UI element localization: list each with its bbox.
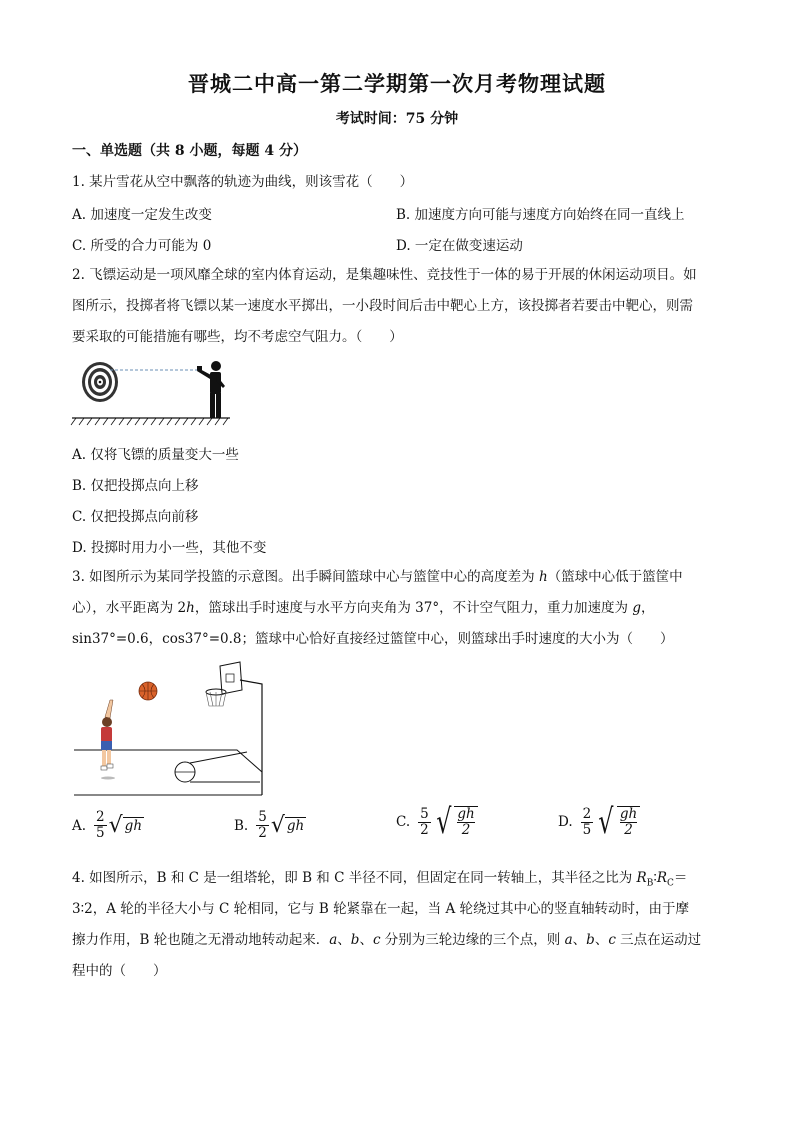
q2-stem-line1: 2. 飞镖运动是一项风靡全球的室内体育运动，是集趣味性、竞技性于一体的易于开展的休闲运动项目。如 (72, 267, 697, 283)
q3-option-c: C. $\frac{5}{2}$ √ gh 2 (396, 806, 478, 838)
q2-stem-line2: 图所示，投掷者将飞镖以某一速度水平掷出，一小段时间后击中靶心上方，该投掷者若要击中靶心，则需 (72, 298, 693, 314)
q1-option-c: C. 所受的合力可能为 0 (72, 238, 212, 254)
q1-option-d: D. 一定在做变速运动 (396, 238, 523, 254)
q3-option-a: A. $\frac{2}{5}$ √ gh (72, 809, 143, 841)
q2-option-b: B. 仅把投掷点向上移 (72, 478, 199, 494)
q3-stem-line3: sin37°=0.6，cos37°=0.8；篮球中心恰好直接经过篮筐中心，则篮球出手时速度的大小为（ ） (72, 631, 674, 647)
q4-stem-line2: 3∶2，A 轮的半径大小与 C 轮相同，它与 B 轮紧靠在一起，当 A 轮绕过其中心的竖直轴转动时，由于摩 (72, 901, 689, 917)
page-title: 晋城二中高一第二学期第一次月考物理试题 (188, 71, 606, 96)
q3-option-b: B. $\frac{5}{2}$ √ gh (234, 809, 305, 841)
q4-stem-line4: 程中的（ ） (72, 963, 167, 979)
q2-option-d: D. 投掷时用力小一些，其他不变 (72, 540, 267, 556)
ground-hatching (71, 418, 228, 425)
player-icon (101, 700, 115, 780)
basketball-shot-figure (72, 660, 272, 800)
q3-stem-line1: 3. 如图所示为某同学投篮的示意图。出手瞬间篮球中心与篮筐中心的高度差为 h（篮球中心低于篮筐中 (72, 569, 683, 585)
q2-stem-line3: 要采取的可能措施有哪些，均不考虑空气阻力。（ ） (72, 329, 403, 345)
basketball-hoop-icon (206, 662, 262, 795)
q2-option-a: A. 仅将飞镖的质量变大一些 (72, 447, 239, 463)
basketball-icon (139, 682, 157, 700)
dartboard-icon (82, 362, 118, 402)
q1-option-a: A. 加速度一定发生改变 (72, 207, 212, 223)
q3-option-d: D. $\frac{2}{5}$ √ gh 2 (558, 806, 640, 838)
q4-stem-line3: 擦力作用，B 轮也随之无滑动地转动起来．a、b、c 分别为三轮边缘的三个点，则 a、b、c 三点在运动过 (72, 932, 702, 948)
q1-option-b: B. 加速度方向可能与速度方向始终在同一直线上 (396, 207, 685, 223)
q2-option-c: C. 仅把投掷点向前移 (72, 509, 199, 525)
dart-throw-figure (70, 356, 240, 428)
thrower-silhouette-icon (197, 361, 225, 418)
q4-stem-line1: 4. 如图所示，B 和 C 是一组塔轮，即 B 和 C 半径不同，但固定在同一转轴上，其半径之比为 $R_B∶R_C=$ (72, 870, 688, 889)
q1-stem: 1. 某片雪花从空中飘落的轨迹为曲线，则该雪花（ ） (72, 174, 414, 190)
q3-stem-line2: 心），水平距离为 2h，篮球出手时速度与水平方向夹角为 37°，不计空气阻力，重力加速度为 g， (72, 600, 655, 616)
exam-duration: 考试时间：75 分钟 (335, 111, 459, 127)
section-heading: 一、单选题（共 8 小题，每题 4 分） (72, 143, 307, 159)
